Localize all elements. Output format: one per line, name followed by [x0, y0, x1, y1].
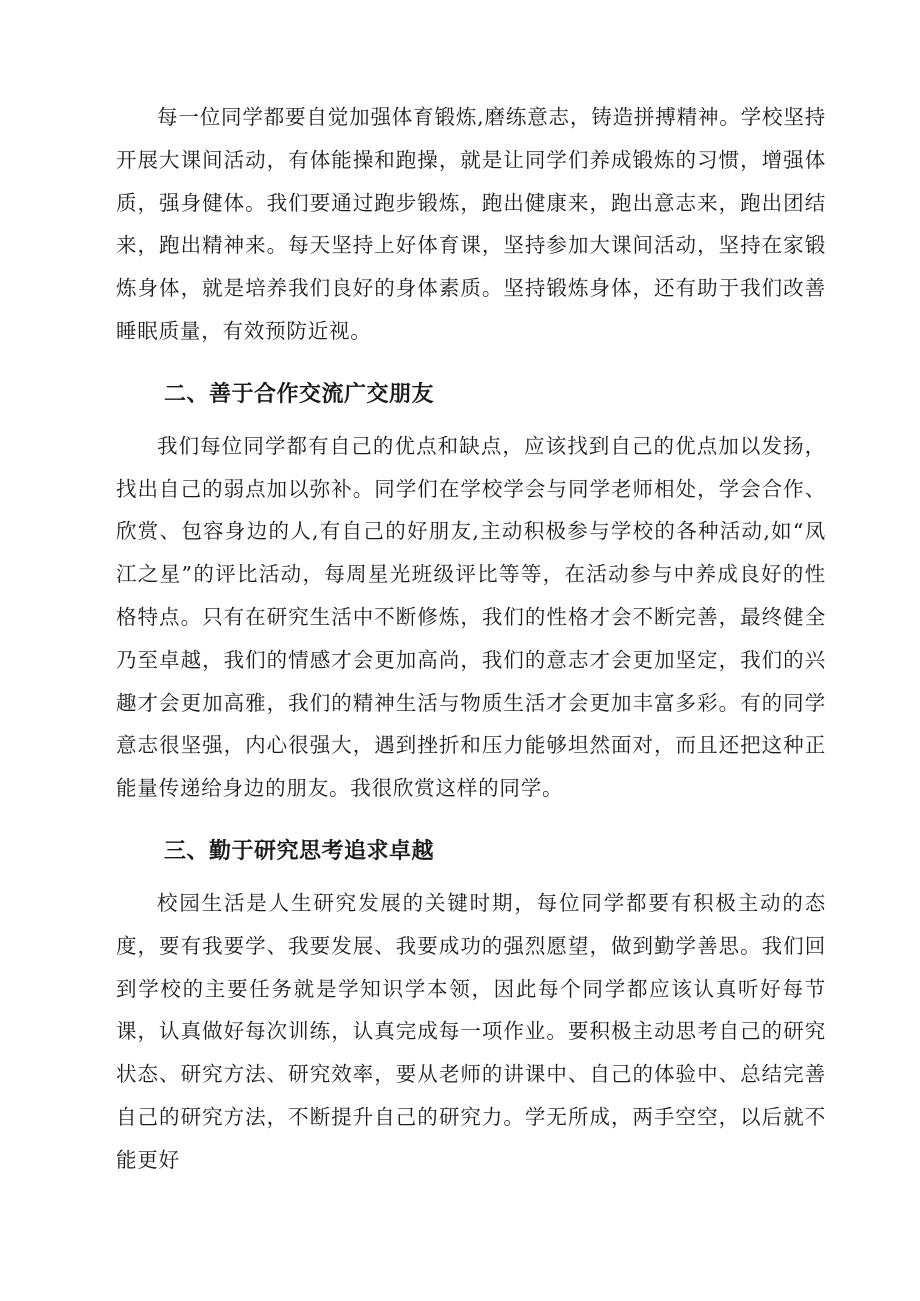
section-heading-research: 三、勤于研究思考追求卓越 [164, 838, 435, 864]
section-heading-cooperation: 二、善于合作交流广交朋友 [164, 381, 435, 407]
paragraph-cooperation: 我们每位同学都有自己的优点和缺点，应该找到自己的优点加以发扬，找出自己的弱点加以弥补。同学们在学校学会与同学老师相处，学会合作、欣赏、包容身边的人,有自己的好朋友,主动积极参与学校的各种活动,如“凤江之星”的评比活动，每周星光班级评比等等，在活动参与中养成良好的性格特点。只有在研究生活中不断修炼，我们的性格才会不断完善，最终健全乃至卓越，我们的情感才会更加高尚，我们的意志才会更加坚定，我们的兴趣才会更加高雅，我们的精神生活与物质生活才会更加丰富多彩。有的同学意志很坚强，内心很强大，遇到挫折和压力能够坦然面对，而且还把这种正能量传递给身边的朋友。我很欣赏这样的同学。 [116, 433, 826, 801]
document-page [116, 96, 826, 1182]
paragraph-physical-exercise: 每一位同学都要自觉加强体育锻炼,磨练意志，铸造拼搏精神。学校坚持开展大课间活动，有体能操和跑操，就是让同学们养成锻炼的习惯，增强体质，强身健体。我们要通过跑步锻炼，跑出健康来，跑出意志来，跑出团结来，跑出精神来。每天坚持上好体育课，坚持参加大课间活动，坚持在家锻炼身体，就是培养我们良好的身体素质。坚持锻炼身体，还有助于我们改善睡眠质量，有效预防近视。 [116, 105, 826, 343]
paragraph-research: 校园生活是人生研究发展的关键时期，每位同学都要有积极主动的态度，要有我要学、我要发展、我要成功的强烈愿望，做到勤学善思。我们回到学校的主要任务就是学知识学本领，因此每个同学都应该认真听好每节课，认真做好每次训练，认真完成每一项作业。要积极主动思考自己的研究状态、研究方法、研究效率，要从老师的讲课中、自己的体验中、总结完善自己的研究方法，不断提升自己的研究力。学无所成，两手空空，以后就不能更好 [116, 890, 826, 1172]
